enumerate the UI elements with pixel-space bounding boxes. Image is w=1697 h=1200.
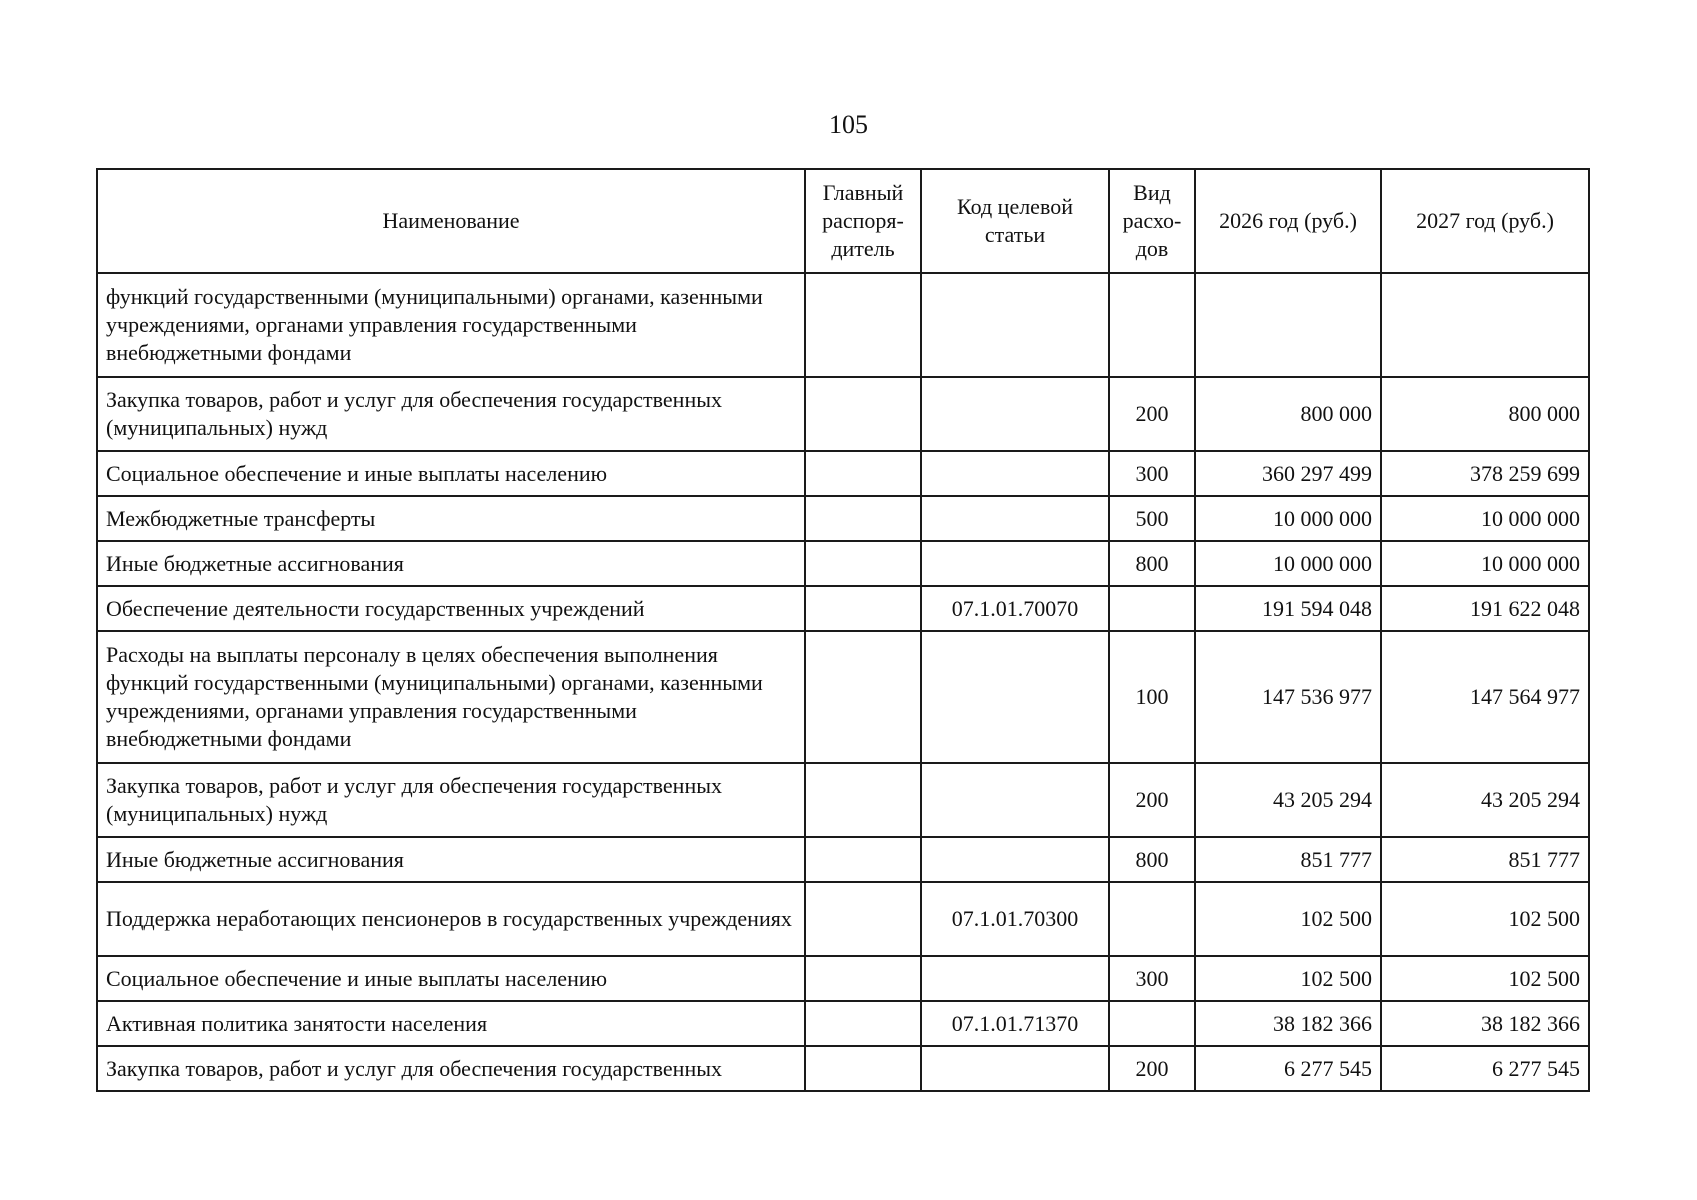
header-year-2026: 2026 год (руб.) [1195, 169, 1381, 273]
table-row [97, 496, 1589, 541]
cell-year-2027: 851 777 [1381, 837, 1589, 882]
table-header-row [97, 169, 1589, 273]
table-row [97, 586, 1589, 631]
table-row [97, 837, 1589, 882]
page-number: 105 [829, 110, 868, 139]
cell-target-code [921, 451, 1109, 496]
cell-year-2026: 10 000 000 [1195, 496, 1381, 541]
table-body [97, 273, 1589, 1091]
cell-expense-type: 300 [1109, 451, 1195, 496]
table-row [97, 273, 1589, 377]
cell-year-2027: 191 622 048 [1381, 586, 1589, 631]
cell-target-code: 07.1.01.71370 [921, 1001, 1109, 1046]
cell-target-code [921, 541, 1109, 586]
table-row [97, 1046, 1589, 1091]
cell-year-2027: 43 205 294 [1381, 763, 1589, 837]
cell-distributor [805, 496, 921, 541]
cell-target-code: 07.1.01.70070 [921, 586, 1109, 631]
cell-expense-type [1109, 586, 1195, 631]
cell-year-2026: 43 205 294 [1195, 763, 1381, 837]
cell-distributor [805, 1046, 921, 1091]
cell-distributor [805, 586, 921, 631]
cell-year-2026: 360 297 499 [1195, 451, 1381, 496]
cell-year-2026: 38 182 366 [1195, 1001, 1381, 1046]
cell-distributor [805, 451, 921, 496]
cell-expense-type: 800 [1109, 541, 1195, 586]
cell-target-code [921, 496, 1109, 541]
cell-year-2026: 10 000 000 [1195, 541, 1381, 586]
cell-expense-type: 300 [1109, 956, 1195, 1001]
cell-year-2027: 10 000 000 [1381, 496, 1589, 541]
cell-distributor [805, 273, 921, 377]
cell-target-code [921, 631, 1109, 763]
cell-target-code [921, 837, 1109, 882]
cell-year-2026 [1195, 273, 1381, 377]
cell-target-code: 07.1.01.70300 [921, 882, 1109, 956]
cell-target-code [921, 377, 1109, 451]
cell-target-code [921, 1046, 1109, 1091]
header-target-code: Код целевой статьи [921, 169, 1109, 273]
cell-year-2027 [1381, 273, 1589, 377]
cell-year-2027: 800 000 [1381, 377, 1589, 451]
cell-name: Иные бюджетные ассигнования [97, 837, 805, 882]
cell-name: Социальное обеспечение и иные выплаты населению [97, 451, 805, 496]
cell-distributor [805, 541, 921, 586]
cell-year-2026: 851 777 [1195, 837, 1381, 882]
header-year-2027: 2027 год (руб.) [1381, 169, 1589, 273]
cell-expense-type: 100 [1109, 631, 1195, 763]
header-expense-type: Вид расхо-дов [1109, 169, 1195, 273]
header-name: Наименование [97, 169, 805, 273]
cell-expense-type [1109, 882, 1195, 956]
cell-distributor [805, 837, 921, 882]
header-distributor: Главный распоря-дитель [805, 169, 921, 273]
table-row [97, 451, 1589, 496]
cell-name: Иные бюджетные ассигнования [97, 541, 805, 586]
table-row [97, 541, 1589, 586]
table-row [97, 763, 1589, 837]
cell-name: Активная политика занятости населения [97, 1001, 805, 1046]
cell-distributor [805, 377, 921, 451]
cell-year-2027: 147 564 977 [1381, 631, 1589, 763]
cell-year-2026: 102 500 [1195, 882, 1381, 956]
cell-year-2026: 6 277 545 [1195, 1046, 1381, 1091]
cell-target-code [921, 273, 1109, 377]
cell-year-2027: 378 259 699 [1381, 451, 1589, 496]
cell-name: Поддержка неработающих пенсионеров в государственных учреждениях [97, 882, 805, 956]
cell-year-2027: 38 182 366 [1381, 1001, 1589, 1046]
cell-expense-type [1109, 1001, 1195, 1046]
cell-year-2027: 6 277 545 [1381, 1046, 1589, 1091]
cell-name: функций государственными (муниципальными) органами, казенными учреждениями, органами управления государственными внебюджетными фондами [97, 273, 805, 377]
cell-expense-type [1109, 273, 1195, 377]
table-row [97, 956, 1589, 1001]
cell-expense-type: 200 [1109, 763, 1195, 837]
cell-name: Закупка товаров, работ и услуг для обеспечения государственных (муниципальных) нужд [97, 763, 805, 837]
table-row [97, 631, 1589, 763]
table-row [97, 882, 1589, 956]
cell-name: Закупка товаров, работ и услуг для обеспечения государственных [97, 1046, 805, 1091]
cell-year-2027: 10 000 000 [1381, 541, 1589, 586]
cell-year-2026: 800 000 [1195, 377, 1381, 451]
cell-year-2026: 147 536 977 [1195, 631, 1381, 763]
table-row [97, 1001, 1589, 1046]
budget-table [96, 168, 1590, 1092]
cell-year-2026: 102 500 [1195, 956, 1381, 1001]
cell-year-2026: 191 594 048 [1195, 586, 1381, 631]
cell-year-2027: 102 500 [1381, 882, 1589, 956]
cell-target-code [921, 763, 1109, 837]
table-row [97, 377, 1589, 451]
cell-distributor [805, 763, 921, 837]
cell-name: Закупка товаров, работ и услуг для обеспечения государственных (муниципальных) нужд [97, 377, 805, 451]
cell-name: Обеспечение деятельности государственных учреждений [97, 586, 805, 631]
cell-distributor [805, 956, 921, 1001]
cell-expense-type: 500 [1109, 496, 1195, 541]
cell-name: Расходы на выплаты персоналу в целях обеспечения выполнения функций государственными (муниципальными) органами, казенными учреждениями, органами управления государственными внебюджетными фондами [97, 631, 805, 763]
cell-name: Социальное обеспечение и иные выплаты населению [97, 956, 805, 1001]
cell-expense-type: 200 [1109, 377, 1195, 451]
cell-expense-type: 200 [1109, 1046, 1195, 1091]
cell-expense-type: 800 [1109, 837, 1195, 882]
cell-distributor [805, 882, 921, 956]
cell-year-2027: 102 500 [1381, 956, 1589, 1001]
cell-name: Межбюджетные трансферты [97, 496, 805, 541]
cell-target-code [921, 956, 1109, 1001]
cell-distributor [805, 1001, 921, 1046]
cell-distributor [805, 631, 921, 763]
